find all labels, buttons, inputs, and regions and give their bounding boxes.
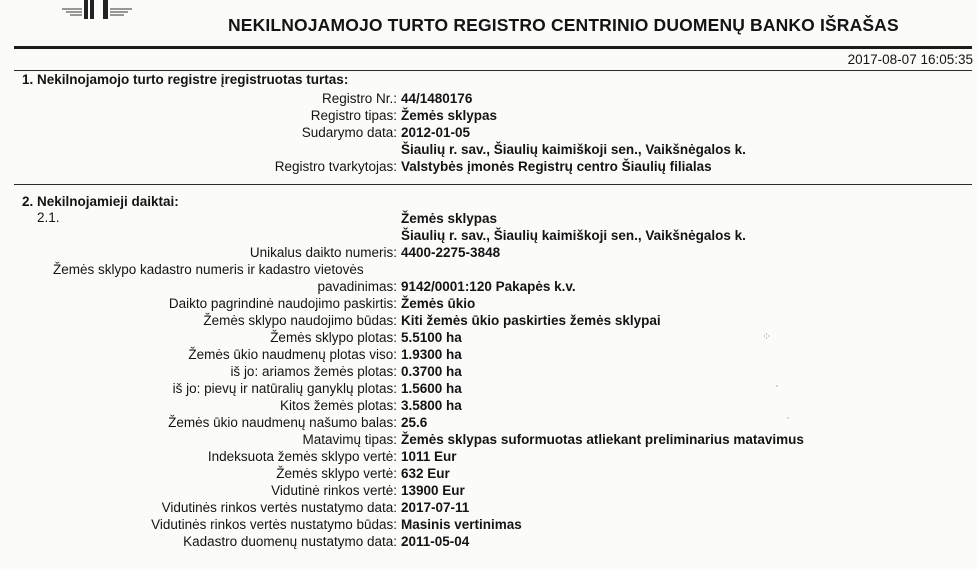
field-value: Žemės sklypas [401,108,498,123]
field-value: 0.3700 ha [401,364,462,379]
field-row [0,330,978,348]
field-value: 1.5600 ha [401,381,462,396]
field-label: Registro Nr.: [321,91,397,106]
field-row [0,364,978,382]
cadastre-label-row [0,262,978,280]
field-value: Masinis vertinimas [401,517,522,532]
field-label: Žemės ūkio naudmenų plotas viso: [188,347,397,362]
item-type-row [0,211,978,229]
field-label: Vidutinė rinkos vertė: [271,483,397,498]
field-row [0,449,978,467]
field-value: 2011-05-04 [401,534,470,549]
field-value: Žemės sklypas suformuotas atliekant preliminarius matavimus [401,432,804,447]
field-value: 5.5100 ha [401,330,462,345]
section1-heading: 1. Nekilnojamojo turto registre įregistruotas turtas: [22,72,349,87]
field-row [0,398,978,416]
item-type-value: Žemės sklypas [401,211,498,226]
field-row [0,91,978,109]
field-label: Kadastro duomenų nustatymo data: [183,534,397,549]
field-value: Žemės ūkio [401,296,476,311]
field-row [0,159,978,177]
field-row [0,279,978,297]
address-value: Šiaulių r. sav., Šiaulių kaimiškoji sen., Vaikšnėgalos k. [401,142,746,157]
field-label: Žemės sklypo vertė: [276,466,397,481]
field-value: 4400-2275-3848 [401,245,501,260]
header-divider [14,46,972,49]
scan-speck-icon: · [786,412,790,424]
section-divider [14,184,972,185]
field-value: 1.9300 ha [401,347,462,362]
field-label: Sudarymo data: [301,125,397,140]
section2-heading: 2. Nekilnojamieji daiktai: [22,194,179,209]
field-value: 25.6 [401,415,428,430]
datetime-divider [14,70,972,71]
field-value: 2017-07-11 [401,500,470,515]
field-row [0,108,978,126]
field-value: Valstybės įmonės Registrų centro Šiaulių filialas [401,159,712,174]
field-label: pavadinimas: [317,279,397,294]
cadastre-label-line1: Žemės sklypo kadastro numeris ir kadastro vietovės [53,262,364,277]
print-datetime: 2017-08-07 16:05:35 [847,52,973,67]
field-row [0,347,978,365]
field-value: 44/1480176 [401,91,473,106]
field-value: 1011 Eur [401,449,457,464]
field-row [0,313,978,331]
field-label: iš jo: ariamos žemės plotas: [230,364,397,379]
field-label: Kitos žemės plotas: [279,398,397,413]
field-value: 2012-01-05 [401,125,471,140]
field-row [0,245,978,263]
field-value: 9142/0001:120 Pakapės k.v. [401,279,576,294]
field-row [0,466,978,484]
field-value: 632 Eur [401,466,450,481]
scan-speck-icon: ⁘ [762,331,772,343]
field-row [0,142,978,160]
field-label: Registro tvarkytojas: [274,159,397,174]
field-row [0,483,978,501]
field-value: 13900 Eur [401,483,465,498]
field-row [0,432,978,450]
field-label: Vidutinės rinkos vertės nustatymo data: [161,500,397,515]
scan-speck-icon: · [775,380,779,392]
field-row [0,296,978,314]
field-row [0,517,978,535]
field-label: Registro tipas: [310,108,397,123]
field-label: Žemės ūkio naudmenų našumo balas: [168,415,397,430]
item-address-value: Šiaulių r. sav., Šiaulių kaimiškoji sen., Vaikšnėgalos k. [401,228,746,243]
item-address-row [0,228,978,246]
field-row [0,415,978,433]
field-label: Matavimų tipas: [302,432,397,447]
field-label: Žemės sklypo plotas: [270,330,397,345]
field-row [0,534,978,552]
field-label: Vidutinės rinkos vertės nustatymo būdas: [151,517,397,532]
field-row [0,381,978,399]
field-label: Indeksuota žemės sklypo vertė: [207,449,397,464]
item-number: 2.1. [37,210,60,225]
field-value: Kiti žemės ūkio paskirties žemės sklypai [401,313,661,328]
field-label: iš jo: pievų ir natūralių ganyklų plotas: [172,381,397,396]
field-label: Žemės sklypo naudojimo būdas: [203,313,397,328]
field-label: Unikalus daikto numeris: [249,245,397,260]
field-label: Daikto pagrindinė naudojimo paskirtis: [168,296,397,311]
document-title: NEKILNOJAMOJO TURTO REGISTRO CENTRINIO DUOMENŲ BANKO IŠRAŠAS [228,15,899,35]
field-value: 3.5800 ha [401,398,462,413]
field-row [0,125,978,143]
field-row [0,500,978,518]
registry-logo [58,0,168,20]
